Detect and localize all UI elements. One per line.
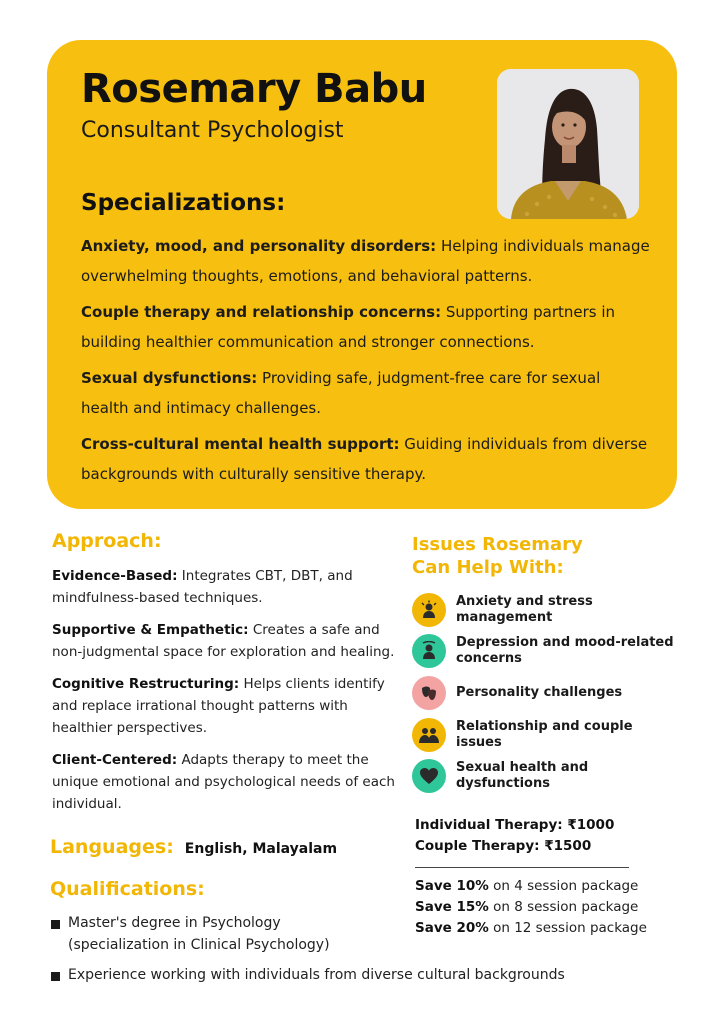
specializations-list [81,232,651,496]
list-item [68,964,628,986]
stress-person-icon [412,593,446,627]
bullet-square-icon [51,920,60,929]
list-item [52,565,397,609]
package-item [415,897,647,918]
item-text: Master's degree in Psychology (specialization in Clinical Psychology) [68,915,330,953]
item-label: Client-Centered: [52,752,178,768]
item-label: Evidence-Based: [52,568,178,584]
list-item [81,430,651,489]
issue-label: Depression and mood-related concerns [456,635,674,666]
issues-heading-line2: Can Help With: [412,557,564,578]
item-label: Cross-cultural mental health support: [81,435,400,453]
list-item [52,673,397,739]
issue-item [412,676,681,710]
package-discount: Save 15% [415,899,489,915]
bullet-square-icon [51,972,60,981]
mask-icon [412,676,446,710]
issue-item [412,634,681,668]
package-text: on 8 session package [488,899,639,915]
profile-title: Consultant Psychologist [81,118,344,143]
individual-price: Individual Therapy: ₹1000 [415,817,615,833]
person-portrait-icon [497,69,639,219]
package-item [415,876,647,897]
package-text: on 4 session package [488,878,639,894]
languages-value: English, Malayalam [184,841,338,857]
couple-icon [412,718,446,752]
list-item [81,232,651,291]
item-label: Couple therapy and relationship concerns: [81,303,442,321]
issues-heading-line1: Issues Rosemary [412,534,583,555]
list-item [81,298,651,357]
issue-item [412,718,681,752]
approach-heading: Approach: [52,530,162,552]
issue-label: Relationship and couple issues [456,719,633,750]
couple-price: Couple Therapy: ₹1500 [415,838,592,854]
item-text: Integrates CBT, DBT, and mindfulness-based techniques. [52,568,353,606]
item-label: Sexual dysfunctions: [81,369,258,387]
package-text: on 12 session package [488,920,647,936]
item-text: Providing safe, judgment-free care for sexual health and intimacy challenges. [81,369,601,417]
package-item [415,918,647,939]
item-text: Guiding individuals from diverse backgrounds with culturally sensitive therapy. [81,435,648,483]
list-item [81,364,651,423]
package-list [415,876,647,939]
item-text: Experience working with individuals from diverse cultural backgrounds [68,967,565,983]
divider [415,867,629,868]
pricing-block [415,815,665,868]
profile-name: Rosemary Babu [81,66,427,112]
issue-label: Anxiety and stress management [456,594,593,625]
list-item [52,619,397,663]
heart-icon [412,759,446,793]
package-discount: Save 10% [415,878,489,894]
item-text: Supporting partners in building healthier communication and stronger connections. [81,303,616,351]
issue-item [412,759,681,793]
qualifications-heading: Qualifications: [50,878,205,900]
languages-row [50,836,337,858]
item-label: Cognitive Restructuring: [52,676,240,692]
specializations-heading: Specializations: [81,190,286,216]
approach-list [52,565,397,825]
languages-heading: Languages: [50,836,174,858]
item-text: Adapts therapy to meet the unique emotional and psychological needs of each individual. [52,752,395,812]
item-text: Creates a safe and non-judgmental space for exploration and healing. [52,622,395,660]
issue-label: Personality challenges [456,685,623,700]
issue-label: Sexual health and dysfunctions [456,760,589,791]
issue-item [412,593,681,627]
item-label: Anxiety, mood, and personality disorders: [81,237,437,255]
issues-heading [412,533,632,579]
item-label: Supportive & Empathetic: [52,622,249,638]
package-discount: Save 20% [415,920,489,936]
list-item [52,749,397,815]
sad-person-icon [412,634,446,668]
item-text: Helping individuals manage overwhelming thoughts, emotions, and behavioral patterns. [81,237,650,285]
list-item [68,912,368,956]
item-text: Helps clients identify and replace irrational thought patterns with healthier perspectives. [52,676,385,736]
profile-photo [497,69,639,219]
